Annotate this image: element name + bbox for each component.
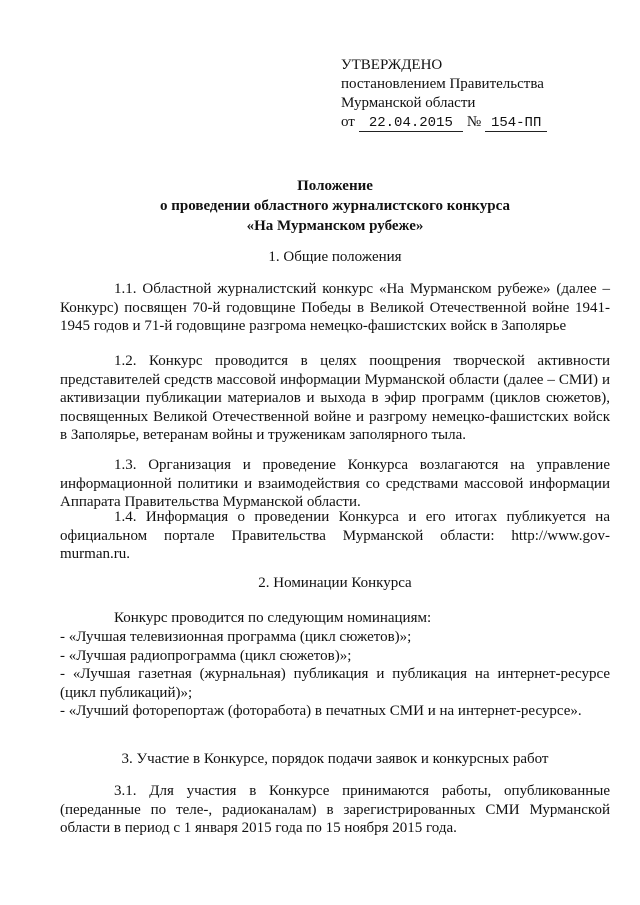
paragraph-1-3: 1.3. Организация и проведение Конкурса возлагаются на управление информационной политики и взаимодействия со средствами массовой информации Аппарата Правительства Мурманской области. (60, 457, 610, 510)
paragraph-1-4: 1.4. Информация о проведении Конкурса и его итогах публикуется на официальном портале Правительства Мурманской области: http://www.gov-murman.ru. (60, 509, 610, 562)
nominations-intro: Конкурс проводится по следующим номинациям: (114, 610, 432, 626)
approval-authority: Мурманской области (341, 95, 476, 111)
number-label: № (466, 114, 482, 130)
section-1-heading: 1. Общие положения (268, 249, 402, 265)
approval-by: постановлением Правительства (341, 76, 544, 92)
paragraph-3-1: 3.1. Для участия в Конкурсе принимаются работы, опубликованные (переданные по теле-, радиоканалам) в зарегистрированных СМИ Мурманской области в период с 1 января 2015 года по 15 ноября 2015 года. (60, 783, 610, 836)
approval-title: УТВЕРЖДЕНО (341, 57, 443, 73)
approval-number: 154-ПП (485, 115, 547, 132)
list-item: - «Лучшая радиопрограмма (цикл сюжетов)»; (60, 647, 352, 664)
list-item: - «Лучшая телевизионная программа (цикл сюжетов)»; (60, 629, 412, 645)
approval-stamp (341, 56, 611, 132)
paragraph-1-2: 1.2. Конкурс проводится в целях поощрения творческой активности представителей средств массовой информации Мурманской области (далее – СМИ) и активизации публикации материалов и выхода в эфир программ (циклов сюжетов), посвященных Великой Отечественной войне и разгрому немецко-фашистских войск в Заполярье, ветеранам войны и труженикам заполярного тыла. (60, 353, 610, 443)
document-title (60, 176, 610, 236)
approval-date: 22.04.2015 (359, 115, 463, 132)
paragraph-1-1: 1.1. Областной журналистский конкурс «На Мурманском рубеже» (далее – Конкурс) посвящен 70-й годовщине Победы в Великой Отечественной войне 1941-1945 годов и 71-й годовщине разгрома немецко-фашистских войск в Заполярье (60, 281, 610, 334)
approval-date-line (341, 113, 611, 132)
nominations-list (60, 628, 610, 721)
list-item: - «Лучшая газетная (журнальная) публикация и публикация на интернет-ресурсе (цикл публикаций)»; (60, 666, 610, 701)
section-2-heading: 2. Номинации Конкурса (258, 575, 412, 591)
list-item: - «Лучший фоторепортаж (фоторабота) в печатных СМИ и на интернет-ресурсе». (60, 703, 582, 719)
title-line-2: о проведении областного журналистского конкурса (160, 198, 510, 214)
from-label: от (341, 114, 355, 130)
title-line-3: «На Мурманском рубеже» (246, 218, 424, 234)
title-line-1: Положение (297, 178, 373, 194)
section-3-heading: 3. Участие в Конкурсе, порядок подачи заявок и конкурсных работ (121, 751, 549, 767)
